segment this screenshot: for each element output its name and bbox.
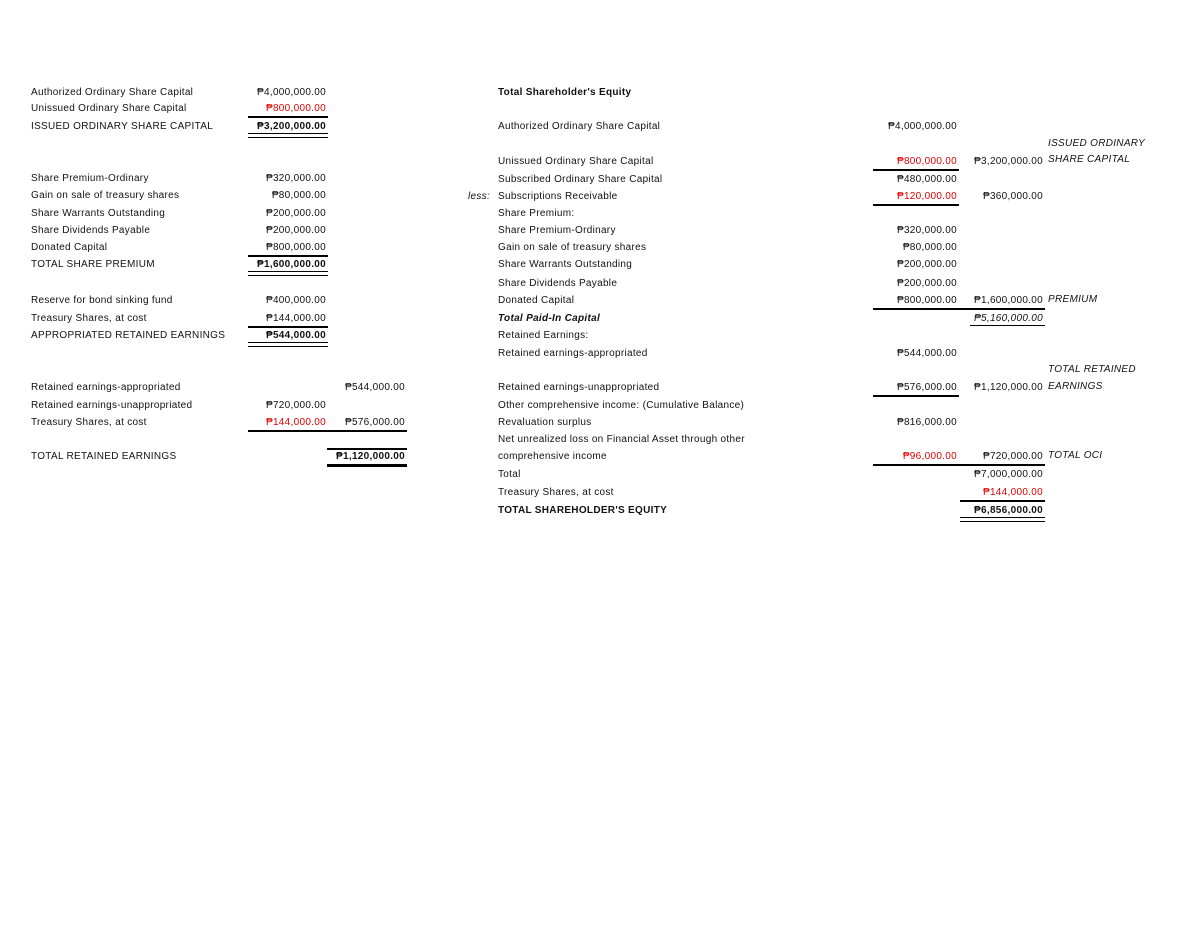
total-double-rule xyxy=(248,133,328,138)
right-paid-in-value: ₱5,160,000.00 xyxy=(974,313,1043,324)
left-warrants-label: Share Warrants Outstanding xyxy=(31,208,166,219)
left-donated-label: Donated Capital xyxy=(31,242,108,253)
right-unissued-value: ₱800,000.00 xyxy=(896,156,957,167)
left-premium-ordinary-value: ₱320,000.00 xyxy=(265,173,326,184)
subtotal-rule xyxy=(248,430,328,432)
right-grand-total-label: TOTAL SHAREHOLDER'S EQUITY xyxy=(498,505,668,516)
right-issued-note-2: SHARE CAPITAL xyxy=(1048,154,1131,165)
right-title: Total Shareholder's Equity xyxy=(498,87,632,98)
subtotal-rule xyxy=(873,204,959,206)
left-reserve-value: ₱400,000.00 xyxy=(265,295,326,306)
left-total-re-label: TOTAL RETAINED EARNINGS xyxy=(31,451,177,462)
right-treasury-value: ₱144,000.00 xyxy=(982,487,1043,498)
left-treasury2-label: Treasury Shares, at cost xyxy=(31,417,147,428)
left-dividends-value: ₱200,000.00 xyxy=(265,225,326,236)
subtotal-rule xyxy=(960,500,1045,502)
right-treasury-label: Treasury Shares, at cost xyxy=(498,487,614,498)
subtotal-rule xyxy=(873,464,1045,466)
total-double-rule xyxy=(248,342,328,347)
right-re-appropriated-value: ₱544,000.00 xyxy=(896,348,957,359)
right-issued-note-1: ISSUED ORDINARY xyxy=(1048,138,1145,149)
right-subscribed-value: ₱480,000.00 xyxy=(896,174,957,185)
right-warrants-label: Share Warrants Outstanding xyxy=(498,259,633,270)
left-gain-treasury-value: ₱80,000.00 xyxy=(271,190,326,201)
left-unissued-value: ₱800,000.00 xyxy=(265,103,326,114)
right-re-note-1: TOTAL RETAINED xyxy=(1048,364,1136,375)
right-total-value: ₱7,000,000.00 xyxy=(974,469,1043,480)
right-subs-receivable-label: Subscriptions Receivable xyxy=(498,191,618,202)
left-authorized-label: Authorized Ordinary Share Capital xyxy=(31,87,194,98)
right-authorized-value: ₱4,000,000.00 xyxy=(888,121,957,132)
right-authorized-label: Authorized Ordinary Share Capital xyxy=(498,121,661,132)
left-re-appropriated-label: Retained earnings-appropriated xyxy=(31,382,181,393)
right-issued-value: ₱3,200,000.00 xyxy=(974,156,1043,167)
right-subs-net-value: ₱360,000.00 xyxy=(982,191,1043,202)
left-donated-value: ₱800,000.00 xyxy=(265,242,326,253)
left-treasury2-net: ₱576,000.00 xyxy=(344,417,405,428)
subtotal-rule xyxy=(248,326,328,328)
left-warrants-value: ₱200,000.00 xyxy=(265,208,326,219)
subtotal-rule xyxy=(873,395,959,397)
right-dividends-label: Share Dividends Payable xyxy=(498,278,618,289)
subtotal-rule xyxy=(873,169,959,171)
right-unrealized-label-2: comprehensive income xyxy=(498,451,607,462)
left-dividends-label: Share Dividends Payable xyxy=(31,225,151,236)
total-double-rule xyxy=(248,271,328,276)
right-re-note-2: EARNINGS xyxy=(1048,381,1103,392)
left-issued-value: ₱3,200,000.00 xyxy=(257,121,326,132)
right-oci-total: ₱720,000.00 xyxy=(982,451,1043,462)
right-premium-total: ₱1,600,000.00 xyxy=(974,295,1043,306)
right-oci-note: TOTAL OCI xyxy=(1048,450,1103,461)
right-re-unappropriated-value: ₱576,000.00 xyxy=(896,382,957,393)
right-revaluation-value: ₱816,000.00 xyxy=(896,417,957,428)
right-re-unappropriated-label: Retained earnings-unappropriated xyxy=(498,382,660,393)
right-donated-value: ₱800,000.00 xyxy=(896,295,957,306)
right-premium-ordinary-label: Share Premium-Ordinary xyxy=(498,225,616,236)
left-total-premium-value: ₱1,600,000.00 xyxy=(257,259,326,270)
subtotal-rule xyxy=(970,325,1045,326)
subtotal-rule xyxy=(248,116,328,118)
left-re-unappropriated-value: ₱720,000.00 xyxy=(265,400,326,411)
subtotal-rule xyxy=(248,255,328,257)
left-issued-label: ISSUED ORDINARY SHARE CAPITAL xyxy=(31,121,214,132)
left-re-appropriated-value: ₱544,000.00 xyxy=(344,382,405,393)
left-treasury-value: ₱144,000.00 xyxy=(265,313,326,324)
right-subs-receivable-value: ₱120,000.00 xyxy=(896,191,957,202)
right-warrants-value: ₱200,000.00 xyxy=(896,259,957,270)
right-total-label: Total xyxy=(498,469,521,480)
left-total-re-value: ₱1,120,000.00 xyxy=(336,451,405,462)
subtotal-rule xyxy=(873,308,1045,310)
right-grand-total-value: ₱6,856,000.00 xyxy=(974,505,1043,516)
right-unrealized-value: ₱96,000.00 xyxy=(902,451,957,462)
subtotal-rule xyxy=(327,430,407,432)
right-premium-ordinary-value: ₱320,000.00 xyxy=(896,225,957,236)
left-treasury-label: Treasury Shares, at cost xyxy=(31,313,147,324)
right-paid-in-label: Total Paid-In Capital xyxy=(498,313,601,324)
right-subscribed-label: Subscribed Ordinary Share Capital xyxy=(498,174,663,185)
right-donated-label: Donated Capital xyxy=(498,295,575,306)
right-unrealized-label-1: Net unrealized loss on Financial Asset through other xyxy=(498,434,745,445)
left-authorized-value: ₱4,000,000.00 xyxy=(257,87,326,98)
left-premium-ordinary-label: Share Premium-Ordinary xyxy=(31,173,149,184)
right-re-total: ₱1,120,000.00 xyxy=(974,382,1043,393)
right-revaluation-label: Revaluation surplus xyxy=(498,417,592,428)
left-appropriated-total-label: APPROPRIATED RETAINED EARNINGS xyxy=(31,330,226,341)
left-total-premium-label: TOTAL SHARE PREMIUM xyxy=(31,259,155,270)
left-re-unappropriated-label: Retained earnings-unappropriated xyxy=(31,400,193,411)
right-re-header: Retained Earnings: xyxy=(498,330,589,341)
left-appropriated-total-value: ₱544,000.00 xyxy=(265,330,326,341)
subtotal-rule xyxy=(327,448,407,450)
right-less-label: less: xyxy=(468,191,491,202)
right-unissued-label: Unissued Ordinary Share Capital xyxy=(498,156,654,167)
right-gain-treasury-value: ₱80,000.00 xyxy=(902,242,957,253)
total-double-rule xyxy=(960,517,1045,522)
right-re-appropriated-label: Retained earnings-appropriated xyxy=(498,348,648,359)
left-unissued-label: Unissued Ordinary Share Capital xyxy=(31,103,187,114)
right-premium-note: PREMIUM xyxy=(1048,294,1098,305)
left-treasury2-value: ₱144,000.00 xyxy=(265,417,326,428)
left-gain-treasury-label: Gain on sale of treasury shares xyxy=(31,190,180,201)
total-rule xyxy=(327,464,407,467)
right-oci-header: Other comprehensive income: (Cumulative Balance) xyxy=(498,400,745,411)
right-dividends-value: ₱200,000.00 xyxy=(896,278,957,289)
right-share-premium-header: Share Premium: xyxy=(498,208,575,219)
right-gain-treasury-label: Gain on sale of treasury shares xyxy=(498,242,647,253)
left-reserve-label: Reserve for bond sinking fund xyxy=(31,295,173,306)
